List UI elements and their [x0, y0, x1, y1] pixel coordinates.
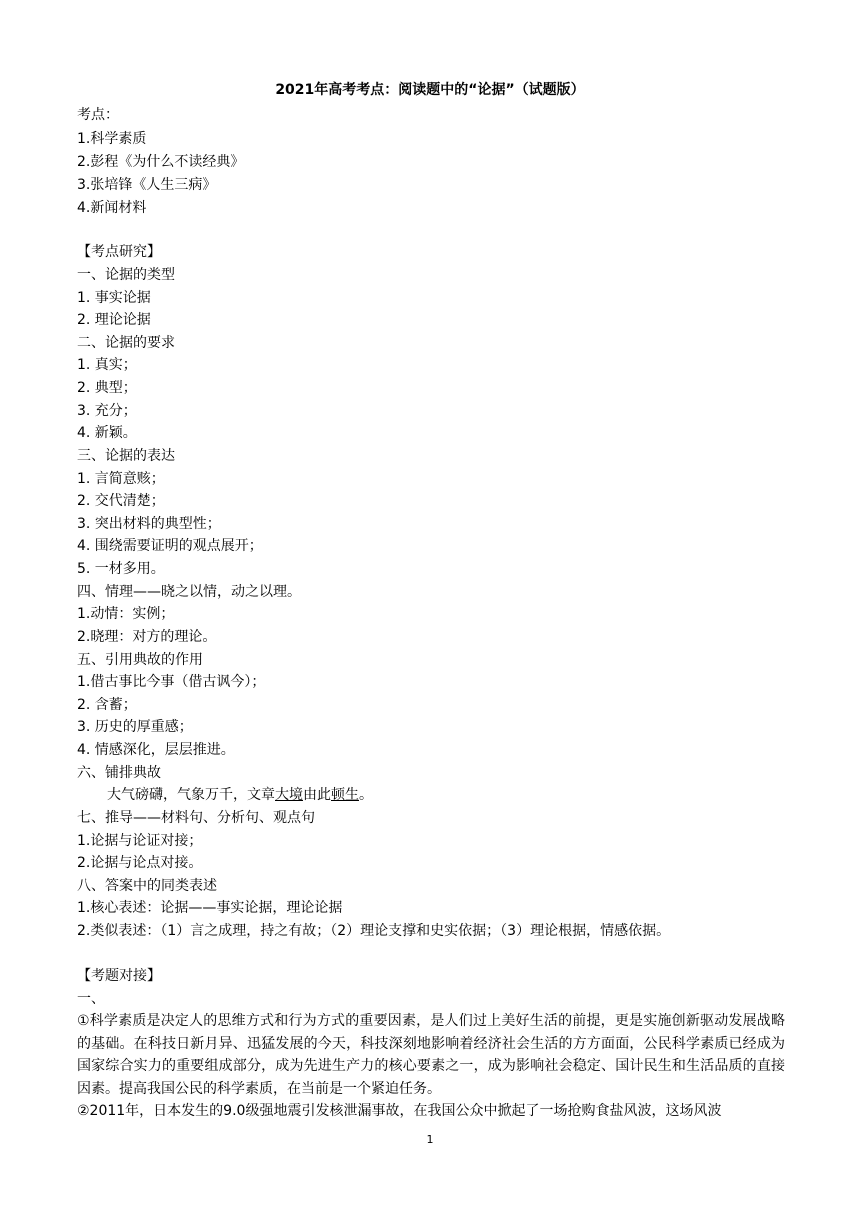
kaodian-item: 1.科学素质 [77, 131, 147, 147]
list-item: 1.核心表述：论据——事实论据，理论论据 [77, 900, 343, 916]
list-item: 1. 真实； [77, 357, 137, 373]
list-item: 4. 新颖。 [77, 425, 137, 441]
list-item: 1.论据与论证对接； [77, 833, 203, 849]
list-item: 5. 一材多用。 [77, 561, 165, 577]
kaodian-item: 3.张培锋《人生三病》 [77, 177, 217, 193]
list-item: 2. 交代清楚； [77, 493, 165, 509]
section-heading-duijie: 【考题对接】 [77, 968, 161, 984]
list-item: 4. 围绕需要证明的观点展开； [77, 538, 263, 554]
subsection-title: 四、情理——晓之以情，动之以理。 [77, 584, 301, 600]
subsection-title: 七、推导——材料句、分析句、观点句 [77, 810, 315, 826]
subsection-title: 三、论据的表达 [77, 448, 175, 464]
list-item: 3. 突出材料的典型性； [77, 516, 221, 532]
list-item: 2. 典型； [77, 380, 137, 396]
underlined-text: 大境 [275, 787, 303, 803]
document-title: 2021年高考考点：阅读题中的“论据”（试题版） [275, 82, 585, 98]
list-item: 2.类似表述：（1）言之成理，持之有故；（2）理论支撑和史实依据；（3）理论根据，情感依据。 [77, 923, 671, 939]
list-item: 2. 理论论据 [77, 312, 151, 328]
list-item: 2.晓理：对方的理论。 [77, 629, 217, 645]
subsection-title: 八、答案中的同类表述 [77, 878, 217, 894]
underlined-text: 顿生 [331, 787, 359, 803]
subsection-title: 六、铺排典故 [77, 765, 161, 781]
paragraph-1: ①科学素质是决定人的思维方式和行为方式的重要因素，是人们过上美好生活的前提，更是实施创新驱动发展战略的基础。在科技日新月异、迅猛发展的今天，科技深刻地影响着经济社会生活的方方面面，公民科学素质已经成为国家综合实力的重要组成部分，成为先进生产力的核心要素之一，成为影响社会稳定、国计民生和生活品质的直接因素。提高我国公民的科学素质，在当前是一个紧迫任务。 [77, 1013, 785, 1097]
subsection-title: 一、论据的类型 [77, 267, 175, 283]
list-item: 4. 情感深化，层层推进。 [77, 742, 235, 758]
list-item: 1. 言简意赅； [77, 471, 165, 487]
list-item: 1.动情：实例； [77, 606, 175, 622]
subsection-title: 五、引用典故的作用 [77, 652, 203, 668]
kaodian-item: 4.新闻材料 [77, 200, 147, 216]
page-number: 1 [426, 1133, 434, 1146]
list-item: 3. 历史的厚重感； [77, 719, 193, 735]
question-number: 一、 [77, 991, 105, 1007]
section-heading-yanjiu: 【考点研究】 [77, 244, 161, 260]
list-item: 1. 事实论据 [77, 290, 151, 306]
list-item: 3. 充分； [77, 403, 137, 419]
kaodian-label: 考点： [77, 107, 119, 123]
paragraph-2: ②2011年，日本发生的9.0级强地震引发核泄漏事故，在我国公众中掀起了一场抢购食盐风波，这场风波 [77, 1103, 722, 1119]
subsection-title: 二、论据的要求 [77, 335, 175, 351]
indented-line: 大气磅礴，气象万千，文章大境由此顿生。 [107, 787, 373, 803]
kaodian-item: 2.彭程《为什么不读经典》 [77, 154, 245, 170]
list-item: 2. 含蓄； [77, 697, 137, 713]
list-item: 2.论据与论点对接。 [77, 855, 203, 871]
list-item: 1.借古事比今事（借古讽今）； [77, 674, 266, 690]
